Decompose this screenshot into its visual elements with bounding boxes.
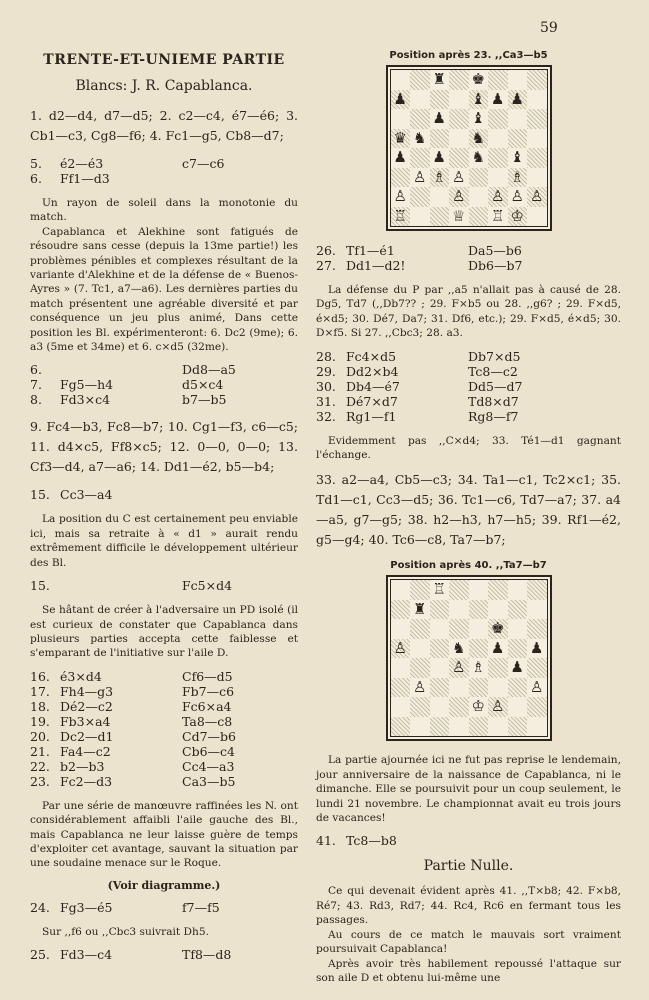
move-number: 7.	[30, 377, 42, 393]
chess-piece-square: ♙	[527, 187, 547, 207]
move-paragraph: 9. Fc4—b3, Fc8—b7; 10. Cg1—f3, c6—c5; 11. d4×c5, Ff8×c5; 12. 0—0, 0—0; 13. Cf3—d4, a7—a6; 14. Dd1—é2, b5—b4;	[30, 419, 298, 475]
chess-piece-square: ♖	[430, 580, 450, 600]
chess-piece-square: ♛	[391, 129, 411, 149]
empty-square	[527, 70, 547, 90]
diagram-caption: Position après 23. ,,Ca3—b5	[389, 50, 548, 61]
empty-square	[430, 129, 450, 149]
empty-square	[449, 600, 469, 620]
chess-piece-square: ♙	[391, 639, 411, 659]
empty-square	[410, 90, 430, 110]
chess-piece-square: ♞	[469, 129, 489, 149]
move-list	[30, 487, 298, 502]
game-result: Partie Nulle.	[423, 858, 514, 875]
move-number: 31.	[316, 393, 336, 409]
empty-square	[391, 109, 411, 129]
white-move: é3×d4	[60, 668, 102, 684]
comment: Sur ,,f6 ou ,,Cbc3 suivrait Dh5.	[42, 925, 209, 938]
move-row	[30, 578, 298, 593]
move-row	[316, 243, 621, 258]
empty-square	[508, 717, 528, 737]
empty-square	[527, 580, 547, 600]
move-row	[30, 699, 298, 714]
empty-square	[508, 70, 528, 90]
empty-square	[508, 600, 528, 620]
comment: Un rayon de soleil dans la monotonie du match.	[30, 197, 298, 224]
move-number: 21.	[30, 743, 50, 759]
move-list	[30, 900, 298, 915]
empty-square	[488, 600, 508, 620]
empty-square	[527, 148, 547, 168]
chess-piece-square: ♟	[488, 639, 508, 659]
comment: Ce qui devenait évident après 41. ,,T×b8; 42. F×b8, Ré7; 43. Rd3, Rd7; 44. Rc4, Rc6 en fermant tous les passages.	[316, 885, 621, 927]
white-move: Rg1—f1	[346, 408, 397, 424]
empty-square	[488, 148, 508, 168]
move-row	[30, 362, 298, 377]
move-number: 29.	[316, 363, 336, 379]
comment: La position du C est certainement peu enviable ici, mais sa retraite à « d1 » aurait rendu extrêmement difficile le développement ultérieur des Bl.	[30, 513, 298, 569]
move-row	[30, 774, 298, 789]
black-move: d5×c4	[182, 377, 224, 393]
empty-square	[449, 580, 469, 600]
move-row	[30, 759, 298, 774]
chess-piece-square: ♟	[508, 90, 528, 110]
white-move: Fg3—é5	[60, 899, 113, 915]
move-row	[316, 833, 621, 848]
empty-square	[391, 168, 411, 188]
chess-piece-square: ♟	[391, 90, 411, 110]
move-number: 15.	[30, 578, 50, 594]
white-move: Tc8—b8	[346, 833, 397, 849]
comment: Au cours de ce match le mauvais sort vraiment poursuivait Capablanca!	[316, 928, 621, 956]
chess-piece-square: ♙	[391, 187, 411, 207]
black-move: Fc5×d4	[182, 578, 233, 594]
black-move: b7—b5	[182, 392, 227, 408]
white-move: Ff1—d3	[60, 171, 110, 186]
comment: Se hâtant de créer à l'adversaire un PD isolé (il est curieux de constater que Capablanca dans plusieurs parties accepta cette faiblesse et s'emparant de l'initiative sur l'aile D.	[30, 604, 298, 660]
chess-piece-square: ♜	[430, 70, 450, 90]
chess-piece-square: ♙	[449, 187, 469, 207]
right-column	[316, 50, 621, 985]
white-move: Db4—é7	[346, 378, 400, 394]
white-move: Dd1—d2!	[346, 258, 406, 273]
move-row	[316, 394, 621, 409]
empty-square	[410, 70, 430, 90]
move-list	[316, 833, 621, 848]
diagram-reference: (Voir diagramme.)	[107, 878, 221, 892]
empty-square	[527, 168, 547, 188]
empty-square	[527, 109, 547, 129]
move-list	[30, 156, 298, 186]
empty-square	[410, 619, 430, 639]
empty-square	[410, 697, 430, 717]
black-move: f7—f5	[182, 899, 220, 915]
game-title: TRENTE-ET-UNIEME PARTIE	[43, 52, 285, 68]
chess-piece-square: ♗	[469, 658, 489, 678]
empty-square	[527, 697, 547, 717]
empty-square	[410, 580, 430, 600]
empty-square	[488, 678, 508, 698]
move-number: 5.	[30, 156, 42, 171]
move-number: 19.	[30, 713, 50, 729]
black-move	[468, 833, 621, 848]
empty-square	[469, 639, 489, 659]
move-number: 18.	[30, 698, 50, 714]
empty-square	[430, 187, 450, 207]
empty-square	[391, 678, 411, 698]
move-number: 25.	[30, 947, 50, 963]
empty-square	[391, 619, 411, 639]
empty-square	[391, 697, 411, 717]
comment: Après avoir très habilement repoussé l'attaque sur son aile D et obtenu lui-même une	[316, 957, 621, 984]
chess-piece-square: ♜	[410, 600, 430, 620]
empty-square	[391, 70, 411, 90]
empty-square	[391, 580, 411, 600]
empty-square	[449, 619, 469, 639]
diagram-caption: Position après 40. ,,Ta7—b7	[390, 560, 547, 572]
move-number: 30.	[316, 378, 336, 394]
black-move: Cd7—b6	[182, 728, 236, 744]
black-move: Tc8—c2	[468, 363, 518, 379]
chess-piece-square: ♙	[527, 678, 547, 698]
chess-piece-square: ♙	[508, 187, 528, 207]
black-move: Ca3—b5	[182, 773, 236, 789]
chess-piece-square: ♙	[410, 168, 430, 188]
empty-square	[469, 619, 489, 639]
empty-square	[469, 580, 489, 600]
chess-piece-square: ♝	[469, 90, 489, 110]
move-number: 23.	[30, 773, 50, 789]
move-number: 20.	[30, 728, 50, 744]
white-move: Dé7×d7	[346, 393, 398, 409]
chess-piece-square: ♟	[488, 90, 508, 110]
white-move: Fh4—g3	[60, 683, 114, 699]
move-number: 17.	[30, 683, 50, 699]
white-move: Fb3×a4	[60, 713, 111, 729]
empty-square	[391, 600, 411, 620]
black-move: Ta8—c8	[182, 713, 233, 729]
black-move: Fc6×a4	[182, 698, 232, 714]
move-row	[316, 258, 621, 273]
move-paragraph: 33. a2—a4, Cb5—c3; 34. Ta1—c1, Tc2×c1; 35. Td1—c1, Cc3—d5; 36. Tc1—c6, Td7—a7; 37. a4—a5, g7—g5; 38. h2—h3, h7—h5; 39. Rf1—é2, g5—g4; 40. Tc6—c8, Ta7—b7;	[316, 472, 621, 548]
chess-piece-square: ♙	[488, 697, 508, 717]
move-row	[30, 684, 298, 699]
chess-piece-square: ♕	[449, 207, 469, 227]
empty-square	[508, 109, 528, 129]
move-list	[30, 362, 298, 407]
chess-piece-square: ♟	[430, 148, 450, 168]
empty-square	[527, 717, 547, 737]
black-move: Cb6—c4	[182, 743, 235, 759]
opening-moves: 1. d2—d4, d7—d5; 2. c2—c4, é7—é6; 3. Cb1—c3, Cg8—f6; 4. Fc1—g5, Cb8—d7;	[30, 108, 298, 143]
empty-square	[488, 70, 508, 90]
move-row	[30, 714, 298, 729]
empty-square	[430, 697, 450, 717]
chess-piece-square: ♗	[430, 168, 450, 188]
empty-square	[430, 639, 450, 659]
move-row	[30, 171, 298, 186]
empty-square	[449, 70, 469, 90]
empty-square	[449, 90, 469, 110]
black-move: Cc4—a3	[182, 758, 235, 774]
black-move: c7—c6	[182, 156, 225, 171]
empty-square	[469, 207, 489, 227]
chess-piece-square: ♟	[391, 148, 411, 168]
chess-piece-square: ♟	[527, 639, 547, 659]
black-move: Tf8—d8	[182, 947, 232, 963]
move-number: 15.	[30, 487, 50, 503]
black-move: Rg8—f7	[468, 408, 519, 424]
chess-piece-square: ♞	[410, 129, 430, 149]
move-row	[30, 669, 298, 684]
chess-board	[390, 579, 548, 737]
empty-square	[527, 600, 547, 620]
white-move: b2—b3	[60, 758, 105, 774]
move-number: 28.	[316, 348, 336, 364]
move-number: 16.	[30, 668, 50, 684]
empty-square	[469, 187, 489, 207]
white-move: Fc4×d5	[346, 348, 397, 364]
empty-square	[391, 658, 411, 678]
black-move: Db7×d5	[468, 348, 521, 364]
move-row	[30, 377, 298, 392]
move-number: 6.	[30, 362, 42, 378]
empty-square	[527, 90, 547, 110]
move-row	[316, 349, 621, 364]
empty-square	[449, 678, 469, 698]
chess-piece-square: ♞	[449, 639, 469, 659]
chess-piece-square: ♔	[508, 207, 528, 227]
black-move: Dd5—d7	[468, 378, 523, 394]
page-number: 59	[540, 20, 558, 36]
empty-square	[527, 658, 547, 678]
chess-piece-square: ♝	[508, 148, 528, 168]
empty-square	[488, 129, 508, 149]
chess-board	[390, 69, 548, 227]
empty-square	[488, 717, 508, 737]
empty-square	[508, 619, 528, 639]
chess-piece-square: ♟	[508, 658, 528, 678]
chess-diagram	[386, 65, 552, 231]
move-row	[30, 744, 298, 759]
move-number: 24.	[30, 899, 50, 915]
black-move: Da5—b6	[468, 243, 522, 258]
left-column	[30, 50, 298, 972]
chess-piece-square: ♟	[430, 109, 450, 129]
empty-square	[469, 717, 489, 737]
white-move	[60, 578, 182, 593]
empty-square	[410, 639, 430, 659]
move-number: 8.	[30, 392, 42, 408]
chess-piece-square: ♔	[469, 697, 489, 717]
comment: Capablanca et Alekhine sont fatigués de résoudre sans cesse (depuis la 13me partie!) les problèmes pénibles et complexes résultant de la variante d'Alekhine et de la défense de « Buenos-Ayres » (7. Tc1, a7—a6). Les dernières parties du match présentent une agréable diversité et par conséquence un jeu plus animé, Dans cette position les Bl. expérimenteront: 6. Dc2 (9me); 6. a3 (5me et 34me) et 6. c×d5 (32me).	[30, 225, 298, 354]
empty-square	[410, 658, 430, 678]
empty-square	[449, 717, 469, 737]
white-player: Blancs: J. R. Capablanca.	[75, 78, 253, 94]
empty-square	[410, 717, 430, 737]
white-move: Fd3—c4	[60, 947, 113, 963]
white-move	[60, 362, 182, 377]
empty-square	[469, 168, 489, 188]
empty-square	[430, 658, 450, 678]
move-number: 22.	[30, 758, 50, 774]
black-move: Td8×d7	[468, 393, 519, 409]
empty-square	[508, 580, 528, 600]
move-list	[316, 349, 621, 424]
empty-square	[430, 600, 450, 620]
white-move: Tf1—é1	[346, 243, 395, 258]
black-move	[182, 171, 298, 186]
comment: La défense du P par ,,a5 n'allait pas à causé de 28. Dg5, Td7 (,,Db7?? ; 29. F×b5 ou 28. ,,g6? ; 29. F×d5, é×d5; 30. Dé7, Da7; 31. Df6, etc.); 29. F×d5, é×d5; 30. D×f5. Si 27. ,,Cbc3; 28. a3.	[316, 284, 621, 340]
chess-piece-square: ♞	[469, 148, 489, 168]
empty-square	[527, 619, 547, 639]
chess-piece-square: ♚	[469, 70, 489, 90]
move-row	[316, 409, 621, 424]
empty-square	[488, 109, 508, 129]
black-move	[182, 487, 298, 502]
empty-square	[430, 619, 450, 639]
move-number: 26.	[316, 243, 336, 258]
empty-square	[527, 207, 547, 227]
chess-diagram	[386, 575, 552, 741]
white-move: Dc2—d1	[60, 728, 114, 744]
move-row	[30, 156, 298, 171]
white-move: é2—é3	[60, 156, 104, 171]
chess-piece-square: ♖	[488, 207, 508, 227]
chess-piece-square: ♚	[488, 619, 508, 639]
move-number: 41.	[316, 833, 336, 849]
move-row	[30, 487, 298, 502]
move-number: 27.	[316, 258, 336, 273]
chess-piece-square: ♙	[488, 187, 508, 207]
empty-square	[469, 600, 489, 620]
empty-square	[508, 639, 528, 659]
black-move: Db6—b7	[468, 258, 523, 273]
empty-square	[488, 168, 508, 188]
black-move: Dd8—a5	[182, 362, 236, 378]
white-move: Fc2—d3	[60, 773, 113, 789]
move-list	[30, 947, 298, 962]
empty-square	[508, 697, 528, 717]
comment: La partie ajournée ici ne fut pas reprise le lendemain, jour anniversaire de la naissance de Capablanca, ni le dimanche. Elle se poursuivit pour un coup seulement, le lundi 21 novembre. Le championnat avait eu trois jours de vacances!	[316, 754, 621, 825]
empty-square	[508, 678, 528, 698]
comment: Evidemment pas ,,C×d4; 33. Té1—d1 gagnant l'échange.	[316, 434, 621, 462]
empty-square	[410, 148, 430, 168]
empty-square	[469, 678, 489, 698]
empty-square	[527, 129, 547, 149]
white-move: Fd3×c4	[60, 392, 111, 408]
empty-square	[430, 90, 450, 110]
chess-piece-square: ♙	[410, 678, 430, 698]
move-row	[30, 392, 298, 407]
empty-square	[430, 717, 450, 737]
move-row	[316, 379, 621, 394]
move-number: 32.	[316, 408, 336, 424]
move-list	[316, 243, 621, 273]
white-move: Dd2×b4	[346, 363, 399, 379]
empty-square	[430, 678, 450, 698]
black-move: Fb7—c6	[182, 683, 235, 699]
chess-piece-square: ♝	[469, 109, 489, 129]
chess-piece-square: ♗	[508, 168, 528, 188]
empty-square	[488, 580, 508, 600]
white-move: Dé2—c2	[60, 698, 113, 714]
move-list	[30, 669, 298, 789]
empty-square	[430, 207, 450, 227]
empty-square	[508, 129, 528, 149]
move-row	[316, 364, 621, 379]
empty-square	[449, 109, 469, 129]
comment: Par une série de manœuvre raffinées les N. ont considérablement affaibli l'aile gauche des Bl., mais Capablanca ne leur laisse guère de temps d'exploiter cet avantage, sauvant la situation par une soudaine menace sur le Roque.	[30, 799, 298, 870]
move-row	[30, 729, 298, 744]
empty-square	[449, 697, 469, 717]
empty-square	[391, 717, 411, 737]
chess-piece-square: ♙	[449, 168, 469, 188]
move-row	[30, 947, 298, 962]
white-move: Fa4—c2	[60, 743, 111, 759]
move-number: 6.	[30, 171, 42, 186]
empty-square	[449, 129, 469, 149]
empty-square	[410, 207, 430, 227]
move-row	[30, 900, 298, 915]
move-list	[30, 578, 298, 593]
empty-square	[410, 187, 430, 207]
empty-square	[449, 148, 469, 168]
white-move: Fg5—h4	[60, 377, 114, 393]
empty-square	[488, 658, 508, 678]
white-move: Cc3—a4	[60, 487, 113, 503]
chess-piece-square: ♙	[449, 658, 469, 678]
chess-piece-square: ♖	[391, 207, 411, 227]
black-move: Cf6—d5	[182, 668, 233, 684]
empty-square	[410, 109, 430, 129]
